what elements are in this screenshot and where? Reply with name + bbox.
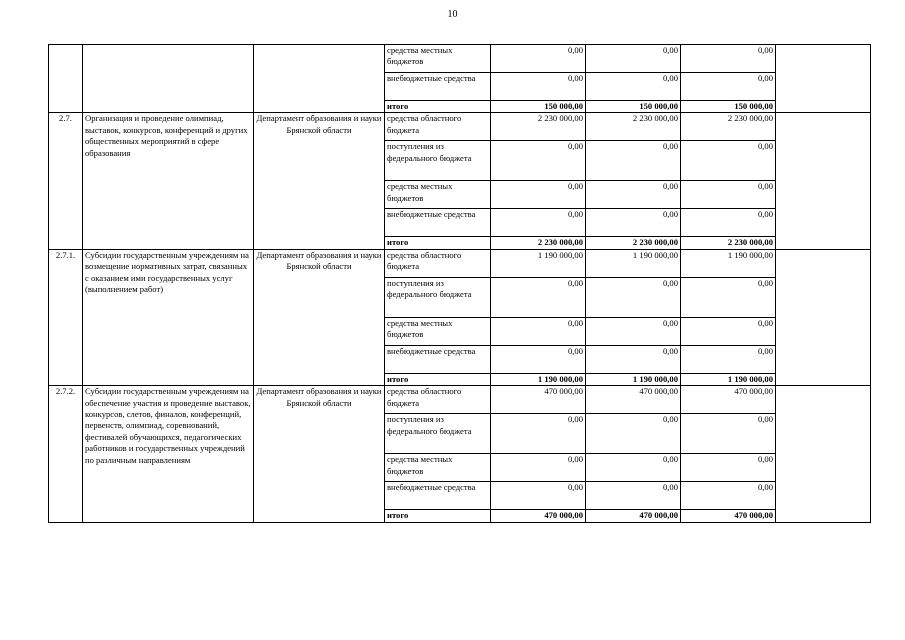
table-row — [49, 113, 871, 141]
source-label: средства местных бюджетов — [385, 454, 491, 482]
value-cell: 2 230 000,00 — [491, 113, 586, 141]
value-cell: 0,00 — [681, 181, 776, 209]
value-cell: 0,00 — [681, 277, 776, 317]
source-label: внебюджетные средства — [385, 345, 491, 373]
value-cell: 0,00 — [681, 45, 776, 73]
value-cell: 0,00 — [491, 482, 586, 510]
source-label: средства местных бюджетов — [385, 45, 491, 73]
value-cell: 0,00 — [681, 317, 776, 345]
value-cell: 2 230 000,00 — [586, 113, 681, 141]
value-cell: 470 000,00 — [491, 510, 586, 522]
value-cell: 2 230 000,00 — [491, 237, 586, 249]
value-cell: 150 000,00 — [491, 101, 586, 113]
source-label: внебюджетные средства — [385, 209, 491, 237]
item-name-cell: Субсидии государственным учреждениям на возмещение нормативных затрат, связанных с оказанием ими государственных услуг (выполнением работ) — [83, 249, 254, 385]
value-cell: 0,00 — [681, 345, 776, 373]
source-label: поступления из федерального бюджета — [385, 141, 491, 181]
value-cell: 1 190 000,00 — [586, 249, 681, 277]
value-cell: 0,00 — [681, 141, 776, 181]
value-cell: 1 190 000,00 — [586, 373, 681, 385]
value-cell: 2 230 000,00 — [681, 113, 776, 141]
value-cell: 0,00 — [586, 45, 681, 73]
item-name-cell: Организация и проведение олимпиад, выставок, конкурсов, конференций и других общественных мероприятий в сфере образования — [83, 113, 254, 249]
value-cell: 0,00 — [586, 414, 681, 454]
value-cell: 2 230 000,00 — [586, 237, 681, 249]
value-cell: 0,00 — [586, 454, 681, 482]
empty-cell — [776, 249, 871, 385]
source-label: поступления из федерального бюджета — [385, 277, 491, 317]
value-cell: 0,00 — [491, 209, 586, 237]
value-cell: 0,00 — [681, 73, 776, 101]
value-cell: 1 190 000,00 — [681, 249, 776, 277]
source-label: итого — [385, 373, 491, 385]
budget-table — [48, 44, 871, 523]
item-number-cell — [49, 45, 83, 113]
value-cell: 0,00 — [491, 414, 586, 454]
value-cell: 0,00 — [586, 209, 681, 237]
item-name-cell: Субсидии государственным учреждениям на обеспечение участия и проведение выставок, конкурсов, слетов, финалов, конференций, первенств, олимпиад, соревнований, фестивалей обучающихся, педагогических работников и государственных учреждений по различным направлениям — [83, 386, 254, 522]
value-cell: 0,00 — [491, 277, 586, 317]
page-number: 10 — [447, 9, 458, 20]
source-label: поступления из федерального бюджета — [385, 414, 491, 454]
source-label: итого — [385, 510, 491, 522]
item-number-cell: 2.7.2. — [49, 386, 83, 522]
source-label: средства местных бюджетов — [385, 181, 491, 209]
value-cell: 0,00 — [491, 345, 586, 373]
executor-cell: Департамент образования и науки Брянской области — [254, 386, 385, 522]
value-cell: 470 000,00 — [681, 510, 776, 522]
table-row — [49, 45, 871, 73]
table-row — [49, 249, 871, 277]
source-label: средства областного бюджета — [385, 249, 491, 277]
empty-cell — [776, 113, 871, 249]
value-cell: 1 190 000,00 — [491, 249, 586, 277]
item-name-cell — [83, 45, 254, 113]
value-cell: 0,00 — [681, 414, 776, 454]
table-row — [49, 386, 871, 414]
value-cell: 470 000,00 — [681, 386, 776, 414]
value-cell: 470 000,00 — [491, 386, 586, 414]
value-cell: 0,00 — [586, 345, 681, 373]
value-cell: 0,00 — [491, 454, 586, 482]
source-label: средства областного бюджета — [385, 386, 491, 414]
empty-cell — [776, 45, 871, 113]
source-label: итого — [385, 101, 491, 113]
executor-cell — [254, 45, 385, 113]
value-cell: 0,00 — [681, 482, 776, 510]
value-cell: 0,00 — [586, 317, 681, 345]
executor-cell: Департамент образования и науки Брянской области — [254, 249, 385, 385]
value-cell: 0,00 — [681, 454, 776, 482]
value-cell: 0,00 — [586, 141, 681, 181]
value-cell: 1 190 000,00 — [681, 373, 776, 385]
value-cell: 0,00 — [586, 482, 681, 510]
value-cell: 0,00 — [491, 73, 586, 101]
source-label: средства областного бюджета — [385, 113, 491, 141]
value-cell: 0,00 — [586, 277, 681, 317]
source-label: средства местных бюджетов — [385, 317, 491, 345]
item-number-cell: 2.7. — [49, 113, 83, 249]
value-cell: 470 000,00 — [586, 386, 681, 414]
source-label: внебюджетные средства — [385, 73, 491, 101]
value-cell: 0,00 — [491, 45, 586, 73]
source-label: итого — [385, 237, 491, 249]
source-label: внебюджетные средства — [385, 482, 491, 510]
value-cell: 0,00 — [491, 141, 586, 181]
value-cell: 0,00 — [586, 73, 681, 101]
value-cell: 470 000,00 — [586, 510, 681, 522]
value-cell: 150 000,00 — [681, 101, 776, 113]
value-cell: 2 230 000,00 — [681, 237, 776, 249]
value-cell: 0,00 — [681, 209, 776, 237]
value-cell: 0,00 — [491, 317, 586, 345]
value-cell: 1 190 000,00 — [491, 373, 586, 385]
empty-cell — [776, 386, 871, 522]
executor-cell: Департамент образования и науки Брянской области — [254, 113, 385, 249]
value-cell: 150 000,00 — [586, 101, 681, 113]
item-number-cell: 2.7.1. — [49, 249, 83, 385]
value-cell: 0,00 — [491, 181, 586, 209]
value-cell: 0,00 — [586, 181, 681, 209]
